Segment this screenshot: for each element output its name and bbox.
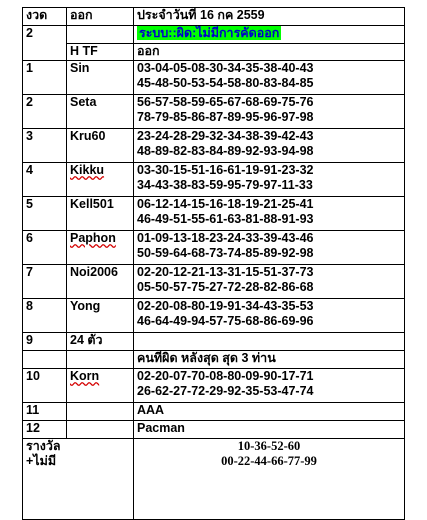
header-out-label: ออก bbox=[67, 8, 134, 26]
entry-name: Sin bbox=[70, 61, 90, 75]
row-10 bbox=[23, 369, 405, 403]
entry-row bbox=[23, 231, 405, 265]
header-round-label: งวด bbox=[23, 8, 67, 26]
prize-value-cell bbox=[134, 439, 405, 520]
entry-numbers bbox=[134, 163, 405, 197]
entry-name-cell bbox=[67, 265, 134, 299]
entry-line-1: 02-20-08-80-19-91-34-43-35-53 bbox=[137, 299, 314, 313]
header-row bbox=[23, 8, 405, 26]
entry-line-1: 02-20-12-21-13-31-15-51-37-73 bbox=[137, 265, 314, 279]
entry-line-2: 45-48-50-53-54-58-80-83-84-85 bbox=[137, 76, 314, 90]
entry-name: Kell501 bbox=[70, 197, 114, 211]
entry-name: Kru60 bbox=[70, 129, 106, 143]
entry-name: Paphon bbox=[70, 231, 116, 245]
entry-line-2: 50-59-64-68-73-74-85-89-92-98 bbox=[137, 246, 314, 260]
date-value: 16 กค 2559 bbox=[200, 8, 265, 22]
row-9-name: 24 ตัว bbox=[67, 333, 134, 351]
row-10-line-2: 26-62-27-72-29-92-35-53-47-74 bbox=[137, 384, 314, 398]
prize-value-line-2: 00-22-44-66-77-99 bbox=[221, 454, 317, 468]
date-label: ประจำวันที่ bbox=[137, 8, 197, 22]
entry-row bbox=[23, 163, 405, 197]
round-status-badge: ระบบ::ผิด:ไม่มีการคัดออก bbox=[139, 26, 280, 40]
prize-value-line-1: 10-36-52-60 bbox=[237, 439, 301, 453]
subheader-htf: H TF bbox=[67, 44, 134, 61]
row-12 bbox=[23, 421, 405, 439]
row-10-line-1: 02-20-07-70-08-80-09-90-17-71 bbox=[137, 369, 314, 383]
round-blank bbox=[67, 26, 134, 44]
row-9 bbox=[23, 333, 405, 351]
entry-name: Noi2006 bbox=[70, 265, 118, 279]
entry-line-1: 56-57-58-59-65-67-68-69-75-76 bbox=[137, 95, 314, 109]
entry-number: 8 bbox=[23, 299, 67, 333]
entry-number: 5 bbox=[23, 197, 67, 231]
entry-name-cell bbox=[67, 129, 134, 163]
results-table bbox=[22, 7, 405, 520]
row-10-numbers bbox=[134, 369, 405, 403]
entry-line-1: 06-12-14-15-16-18-19-21-25-41 bbox=[137, 197, 314, 211]
entry-row bbox=[23, 61, 405, 95]
row-11-number: 11 bbox=[23, 403, 67, 421]
prize-label-cell bbox=[23, 439, 134, 520]
entry-numbers bbox=[134, 61, 405, 95]
entry-number: 6 bbox=[23, 231, 67, 265]
round-number: 2 bbox=[23, 26, 67, 61]
entry-line-1: 03-30-15-51-16-61-19-91-23-32 bbox=[137, 163, 314, 177]
results-sheet bbox=[22, 7, 405, 499]
entry-row bbox=[23, 129, 405, 163]
entry-row bbox=[23, 299, 405, 333]
entry-line-1: 01-09-13-18-23-24-33-39-43-46 bbox=[137, 231, 314, 245]
row-10-number: 10 bbox=[23, 369, 67, 403]
entry-number: 2 bbox=[23, 95, 67, 129]
note-blank-2 bbox=[67, 351, 134, 369]
entry-numbers bbox=[134, 129, 405, 163]
row-12-number: 12 bbox=[23, 421, 67, 439]
entry-name-cell bbox=[67, 95, 134, 129]
entry-numbers bbox=[134, 265, 405, 299]
round-status-cell bbox=[134, 26, 405, 44]
row-10-name-text: Korn bbox=[70, 369, 100, 383]
entry-number: 4 bbox=[23, 163, 67, 197]
entry-name: Seta bbox=[70, 95, 97, 109]
entry-name-cell bbox=[67, 231, 134, 265]
row-10-name bbox=[67, 369, 134, 403]
entry-name-cell bbox=[67, 61, 134, 95]
entries-body bbox=[23, 61, 405, 333]
prize-row bbox=[23, 439, 405, 520]
entry-line-2: 78-79-85-86-87-89-95-96-97-98 bbox=[137, 110, 314, 124]
entry-line-2: 46-49-51-55-61-63-81-88-91-93 bbox=[137, 212, 314, 226]
entry-line-1: 03-04-05-08-30-34-35-38-40-43 bbox=[137, 61, 314, 75]
entry-line-2: 48-89-82-83-84-89-92-93-94-98 bbox=[137, 144, 314, 158]
note-row bbox=[23, 351, 405, 369]
entry-row bbox=[23, 265, 405, 299]
note-text: คนที่ผิด หลังสุด สุด 3 ท่าน bbox=[134, 351, 405, 369]
entry-numbers bbox=[134, 299, 405, 333]
header-date bbox=[134, 8, 405, 26]
entry-line-2: 05-50-57-75-27-72-28-82-86-68 bbox=[137, 280, 314, 294]
entry-row bbox=[23, 95, 405, 129]
row-12-value: Pacman bbox=[134, 421, 405, 439]
entry-numbers bbox=[134, 197, 405, 231]
row-11-blank bbox=[67, 403, 134, 421]
entry-number: 1 bbox=[23, 61, 67, 95]
row-9-number: 9 bbox=[23, 333, 67, 351]
note-blank-1 bbox=[23, 351, 67, 369]
entry-row bbox=[23, 197, 405, 231]
entry-number: 7 bbox=[23, 265, 67, 299]
subheader-out: ออก bbox=[134, 44, 405, 61]
row-12-blank bbox=[67, 421, 134, 439]
entry-name-cell bbox=[67, 197, 134, 231]
prize-label-line-1: รางวัล bbox=[26, 439, 61, 453]
round-row bbox=[23, 26, 405, 44]
subheader-row bbox=[23, 44, 405, 61]
entry-number: 3 bbox=[23, 129, 67, 163]
row-11 bbox=[23, 403, 405, 421]
entry-name-cell bbox=[67, 299, 134, 333]
entry-line-1: 23-24-28-29-32-34-38-39-42-43 bbox=[137, 129, 314, 143]
row-9-blank bbox=[134, 333, 405, 351]
entry-numbers bbox=[134, 95, 405, 129]
row-11-value: AAA bbox=[134, 403, 405, 421]
entry-numbers bbox=[134, 231, 405, 265]
entry-name: Yong bbox=[70, 299, 101, 313]
entry-line-2: 34-43-38-83-59-95-79-97-11-33 bbox=[137, 178, 313, 192]
entry-line-2: 46-64-49-94-57-75-68-86-69-96 bbox=[137, 314, 314, 328]
entry-name-cell bbox=[67, 163, 134, 197]
entry-name: Kikku bbox=[70, 163, 105, 177]
prize-label-line-2: +ไม่มี bbox=[26, 454, 57, 468]
